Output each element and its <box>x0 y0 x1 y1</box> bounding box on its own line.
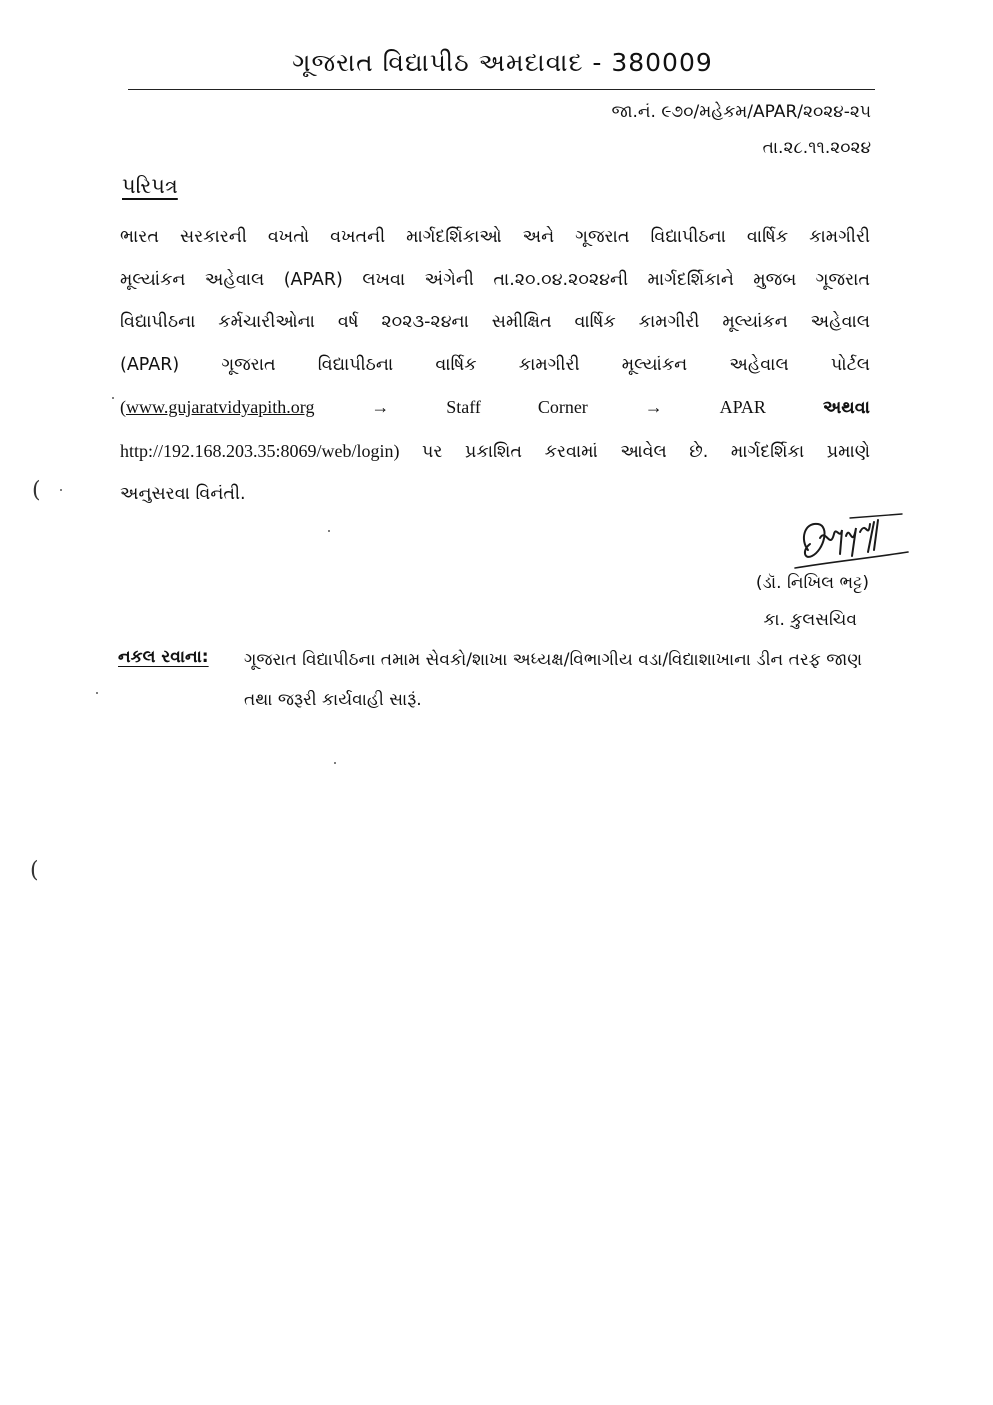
body-line-3: વિદ્યાપીઠના કર્મચારીઓના વર્ષ ૨૦૨૩-૨૪ના સમીક્ષિત વાર્ષિક કામગીરી મૂલ્યાંકન અહેવાલ <box>120 312 870 332</box>
scan-speck <box>328 530 330 532</box>
scan-speck <box>112 397 114 399</box>
body-line-ip <box>120 430 870 474</box>
or-word: અથવા <box>822 398 870 418</box>
scan-speck <box>334 762 336 764</box>
body-line-4: (APAR) ગૂજરાત વિદ્યાપીઠના વાર્ષિક કામગીરી મૂલ્યાંકન અહેવાલ પોર્ટલ <box>120 354 870 375</box>
scan-speck <box>96 692 98 694</box>
signatory-name: (ડૉ. નિખિલ ભટ્ટ) <box>755 573 869 593</box>
body-line-1: ભારત સરકારની વખતો વખતની માર્ગદર્શિકાઓ અને ગૂજરાત વિદ્યાપીઠના વાર્ષિક કામગીરી <box>120 227 870 247</box>
body-line-2: મૂલ્યાંકન અહેવાલ (APAR) લખવા અંગેની તા.૨૦.૦૪.૨૦૨૪ની માર્ગદર્શિકાને મુજબ ગૂજરાત <box>120 269 870 290</box>
handwritten-signature <box>790 510 910 580</box>
punch-hole-mark: ( <box>30 858 39 883</box>
letter-date: તા.૨૮.૧૧.૨૦૨૪ <box>762 138 871 158</box>
scan-speck <box>60 489 62 491</box>
staff-word: Staff <box>446 397 481 417</box>
portal-link-line <box>120 386 870 430</box>
arrow-right-icon: → <box>644 397 663 417</box>
copy-to-label: નકલ રવાના: <box>118 647 209 667</box>
punch-hole-mark: ( <box>32 478 41 503</box>
arrow-right-icon: → <box>371 397 390 417</box>
institution-title: ગૂજરાત વિદ્યાપીઠ અમદાવાદ - 380009 <box>292 48 713 77</box>
copy-to-text: ગૂજરાત વિદ્યાપીઠના તમામ સેવકો/શાખા અધ્યક્ષ/વિભાગીય વડા/વિદ્યાશાખાના ડીન તરફ જાણ તથા જરૂરી કાર્યવાહી સારૂં. <box>244 650 863 710</box>
reference-number: જા.નં. ૯૭૦/મહેકમ/APAR/૨૦૨૪-૨૫ <box>611 102 871 122</box>
circular-body <box>120 216 870 516</box>
website-link[interactable]: www.gujaratvidyapith.org <box>126 397 315 417</box>
ip-link[interactable]: http://192.168.203.35:8069/web/login) <box>120 440 400 461</box>
corner-word: Corner <box>537 397 588 417</box>
body-line-last: અનુસરવા વિનંતી. <box>120 484 246 504</box>
signatory-designation: કા. કુલસચિવ <box>763 610 857 630</box>
ip-line-text: પર પ્રકાશિત કરવામાં આવેલ છે. માર્ગદર્શિકા પ્રમાણે <box>399 441 870 462</box>
open-paren: ( <box>120 397 126 417</box>
header-divider <box>128 89 875 90</box>
apar-word: APAR <box>719 397 766 417</box>
circular-heading: પરિપત્ર <box>122 174 178 198</box>
